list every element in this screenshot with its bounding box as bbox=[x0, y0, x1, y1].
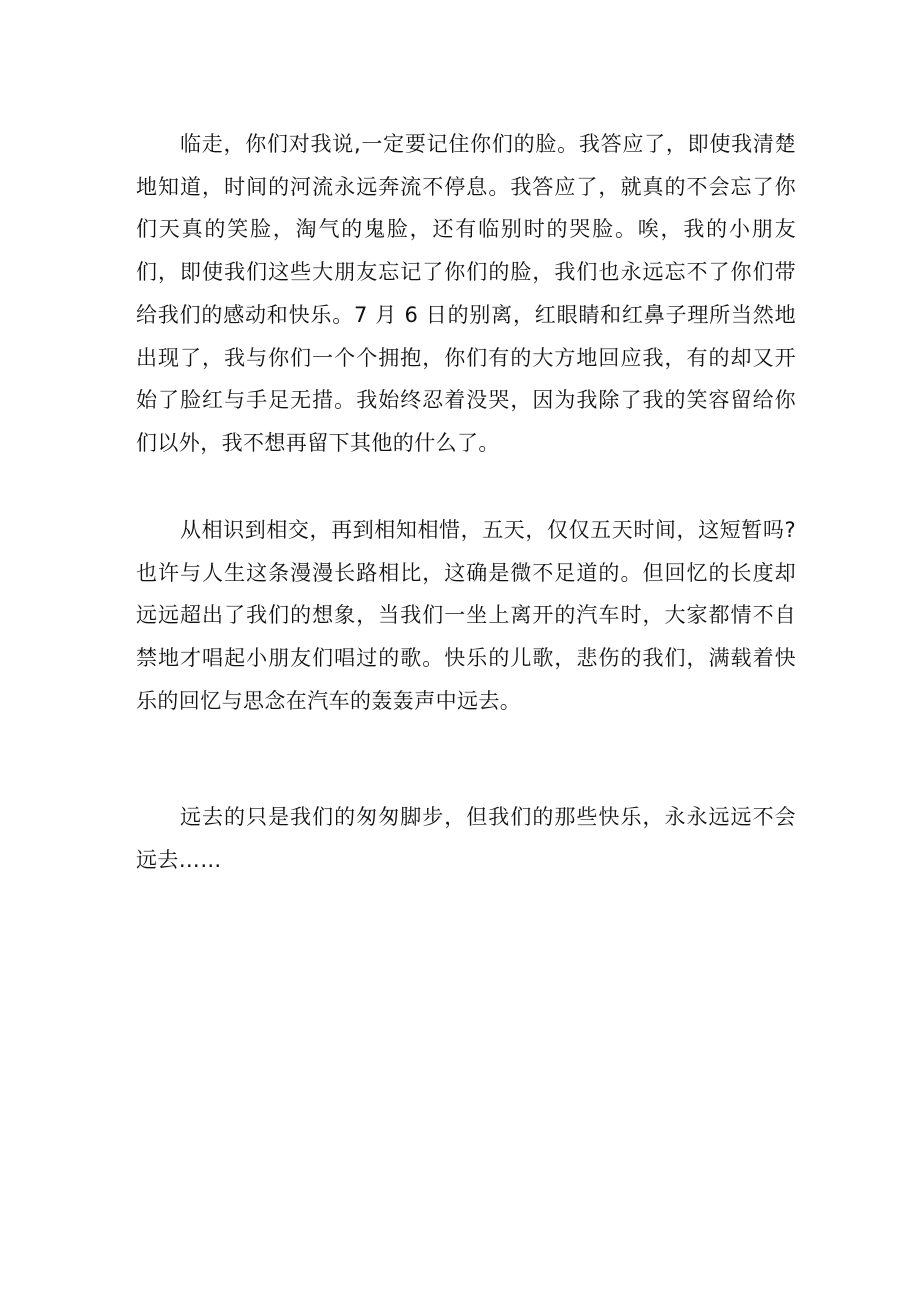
paragraph-closing: 远去的只是我们的匆匆脚步，但我们的那些快乐，永永远远不会远去…… bbox=[136, 805, 796, 872]
paragraph-farewell: 临走，你们对我说,一定要记住你们的脸。我答应了，即使我清楚地知道，时间的河流永远奔流不停息。我答应了，就真的不会忘了你们天真的笑脸，淘气的鬼脸，还有临别时的哭脸。唉，我的小朋友们，即使我们这些大朋友忘记了你们的脸，我们也永远忘不了你们带给我们的感动和快乐。7 月 6 日的别离，红眼睛和红鼻子理所当然地出现了，我与你们一个个拥抱，你们有的大方地回应我，有的却又开始了脸红与手足无措。我始终忍着没哭，因为我除了我的笑容留给你们以外，我不想再留下其他的什么了。 bbox=[136, 132, 796, 455]
paragraph-five-days: 从相识到相交，再到相知相惜，五天，仅仅五天时间，这短暂吗?也许与人生这条漫漫长路相比，这确是微不足道的。但回忆的长度却远远超出了我们的想象，当我们一坐上离开的汽车时，大家都情不自禁地才唱起小朋友们唱过的歌。快乐的儿歌，悲伤的我们，满载着快乐的回忆与思念在汽车的轰轰声中远去。 bbox=[136, 518, 796, 713]
